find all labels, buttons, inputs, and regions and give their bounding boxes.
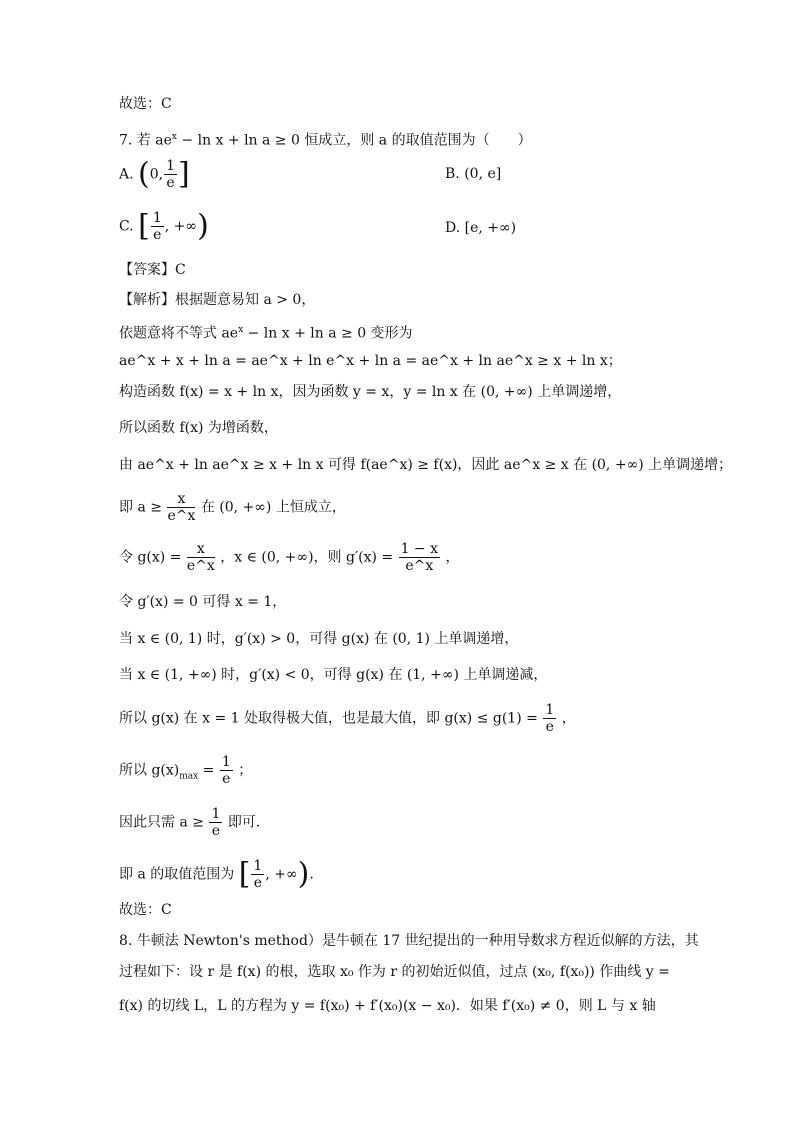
option-a-open-paren: ( — [138, 156, 150, 192]
option-a-numerator: 1 — [166, 158, 176, 174]
solution-line-6: 由 ae^x + ln ae^x ≥ x + ln x 可得 f(ae^x) ≥ f(x)，因此 ae^x ≥ x 在 (0, +∞) 上单调递增； — [119, 457, 733, 473]
option-c-numerator: 1 — [152, 210, 162, 226]
answer-line: 故选：C — [119, 96, 172, 112]
solution-line-3: ae^x + x + ln a = ae^x + ln e^x + ln a = ae^x + ln ae^x ≥ x + ln x； — [119, 353, 622, 369]
sol12-fraction — [543, 702, 556, 735]
sol15-rest: , +∞ — [265, 866, 298, 883]
option-c-rest: , +∞ — [164, 218, 198, 235]
sol14-denominator: e — [211, 823, 221, 839]
sol15-numerator: 1 — [253, 858, 263, 874]
option-b-value: (0, e] — [464, 166, 502, 182]
sol13-subscript: max — [179, 771, 199, 782]
sol8-numerator-1: x — [187, 541, 215, 558]
solution-line-7 — [119, 491, 346, 524]
sol14-a: 因此只需 a ≥ — [119, 814, 204, 831]
sol12-numerator: 1 — [545, 702, 555, 718]
solution-line-10: 当 x ∈ (0, 1) 时，g′(x) > 0，可得 g(x) 在 (0, 1) 上单调递增， — [119, 631, 519, 647]
sol13-fraction — [220, 754, 233, 787]
option-a-fraction — [164, 158, 177, 191]
sol13-a: 所以 g(x) — [119, 762, 180, 779]
option-c-fraction — [151, 210, 164, 243]
solution-line-13 — [119, 754, 252, 787]
solution-line-14 — [119, 806, 260, 839]
answer-heading: 【答案】C — [119, 262, 186, 278]
solution-line-1: 【解析】根据题意易知 a > 0， — [119, 292, 316, 308]
sol8-c: ， — [445, 549, 460, 566]
sol8-denominator-1: e^x — [186, 558, 215, 574]
option-d-label: D. — [445, 220, 461, 236]
sol12-a: 所以 g(x) 在 x = 1 处取得极大值，也是最大值，即 g(x) ≤ g(1) = — [119, 710, 538, 727]
sol8-a: 令 g(x) = — [119, 549, 182, 566]
solution-line-11: 当 x ∈ (1, +∞) 时，g′(x) < 0，可得 g(x) 在 (1, +∞) 上单调递减， — [119, 667, 548, 683]
sol14-numerator: 1 — [211, 806, 221, 822]
q7-text-b: − ln x + ln a ≥ 0 恒成立，则 a 的取值范围为（ ） — [176, 132, 532, 149]
option-a-close-bracket: ] — [178, 156, 190, 192]
sol14-fraction — [209, 806, 222, 839]
sol15-a: 即 a 的取值范围为 — [119, 866, 235, 883]
sol7-fraction — [167, 491, 195, 524]
sol2-b: − ln x + ln a ≥ 0 变形为 — [243, 325, 413, 342]
sol8-denominator-2: e^x — [405, 558, 434, 574]
option-c-denominator: e — [153, 227, 162, 243]
sol13-c: ； — [238, 762, 253, 779]
option-c-close-paren: ) — [197, 208, 209, 244]
solution-line-5: 所以函数 f(x) 为增函数， — [119, 420, 278, 436]
sol14-b: 即可. — [227, 814, 261, 831]
option-c-label: C. — [119, 218, 134, 235]
question-8-line-3: f(x) 的切线 L，L 的方程为 y = f(x₀) + f′(x₀)(x − x₀)．如果 f′(x₀) ≠ 0，则 L 与 x 轴 — [119, 998, 656, 1014]
option-c-open-bracket: [ — [138, 208, 150, 244]
option-d — [445, 220, 516, 236]
solution-line-4: 构造函数 f(x) = x + ln x，因为函数 y = x，y = ln x 在 (0, +∞) 上单调递增， — [119, 384, 622, 400]
solution-line-12 — [119, 702, 576, 735]
sol15-denominator: e — [253, 875, 263, 891]
sol7-numerator: x — [167, 491, 195, 508]
question-8-line-1: 8. 牛顿法 Newton's method）是牛顿在 17 世纪提出的一种用导数求方程近似解的方法，其 — [119, 933, 699, 949]
sol12-b: ， — [561, 710, 576, 727]
solution-line-2 — [119, 320, 413, 344]
question-8-line-2: 过程如下：设 r 是 f(x) 的根，选取 x₀ 作为 r 的初始近似值，过点 (x₀, f(x₀)) 作曲线 y = — [119, 964, 670, 980]
q7-text-a: 7. 若 ae — [119, 132, 172, 149]
sol15-close-paren: ) — [297, 856, 310, 892]
sol2-a: 依题意将不等式 ae — [119, 325, 239, 342]
solution-line-9: 令 g′(x) = 0 可得 x = 1， — [119, 594, 287, 610]
sol8-fraction-2 — [399, 541, 440, 574]
option-c — [119, 210, 209, 243]
option-a-zero: 0, — [149, 166, 164, 183]
solution-line-8 — [119, 541, 459, 574]
option-d-value: [e, +∞) — [464, 220, 517, 236]
sol7-denominator: e^x — [167, 508, 196, 524]
sol12-denominator: e — [545, 719, 554, 735]
q7-exponent: x — [171, 132, 177, 142]
option-a-denominator: e — [166, 175, 175, 191]
sol8-numerator-2: 1 − x — [400, 541, 439, 557]
sol15-fraction — [251, 858, 264, 891]
question-7-stem — [119, 127, 532, 151]
option-b — [445, 166, 501, 182]
sol13-denominator: e — [222, 771, 231, 787]
sol13-b: = — [198, 762, 215, 779]
sol15-end: . — [309, 866, 314, 883]
sol15-open-bracket: [ — [238, 856, 251, 892]
sol13-numerator: 1 — [221, 754, 231, 770]
sol8-b: ，x ∈ (0, +∞)，则 g′(x) = — [220, 549, 394, 566]
sol7-b: 在 (0, +∞) 上恒成立， — [200, 499, 346, 516]
solution-line-15 — [119, 858, 314, 891]
option-a — [119, 158, 190, 191]
option-b-label: B. — [445, 166, 460, 182]
sol8-fraction-1 — [187, 541, 215, 574]
final-answer-line: 故选：C — [119, 902, 172, 918]
sol2-exponent: x — [238, 325, 244, 335]
option-a-label: A. — [119, 166, 134, 183]
sol7-a: 即 a ≥ — [119, 499, 162, 516]
